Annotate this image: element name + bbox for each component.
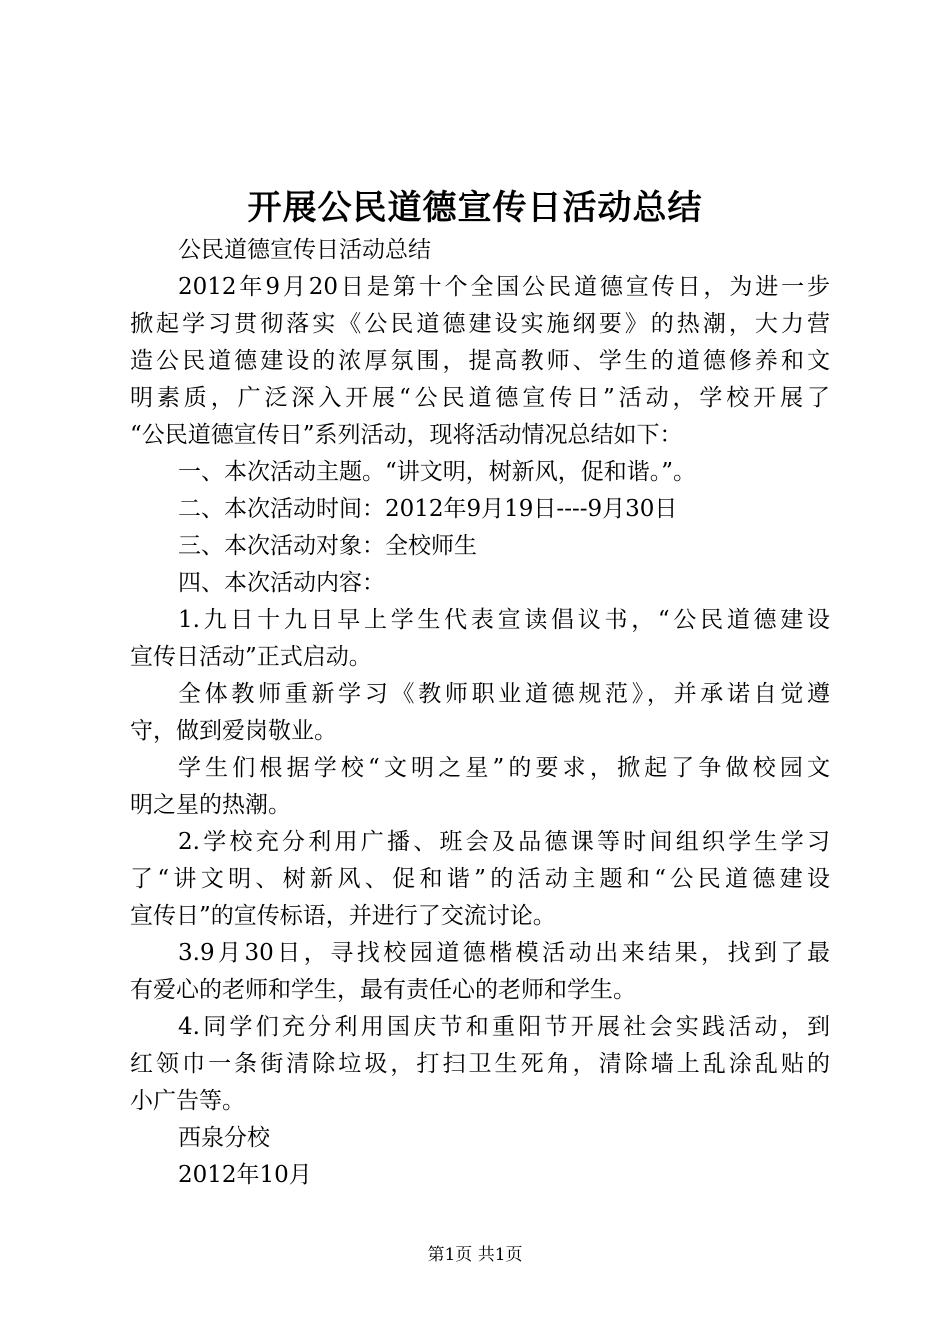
signature-school: 西泉分校	[178, 1125, 270, 1151]
list-item-line: 1.九日十九日早上学生代表宣读倡议书，“公民道德建设	[178, 607, 830, 633]
paragraph-line: 明之星的热潮。	[130, 792, 291, 818]
section-heading-time: 二、本次活动时间：2012年9月19日----9月30日	[178, 496, 678, 522]
paragraph-line: “公民道德宣传日”系列活动，现将活动情况总结如下：	[130, 422, 683, 448]
paragraph-line: 造公民道德建设的浓厚氛围，提高教师、学生的道德修养和文	[130, 348, 830, 374]
section-heading-audience: 三、本次活动对象：全校师生	[178, 533, 477, 559]
list-item-line: 宣传日活动”正式启动。	[130, 644, 372, 670]
list-item-line: 红领巾一条街清除垃圾，打扫卫生死角，清除墙上乱涂乱贴的	[130, 1051, 830, 1077]
document-body	[130, 232, 830, 1194]
list-item-line: 了“讲文明、树新风、促和谐”的活动主题和“公民道德建设	[130, 866, 830, 892]
paragraph-line: 学生们根据学校“文明之星”的要求，掀起了争做校园文	[178, 755, 830, 781]
list-item-line: 2.学校充分利用广播、班会及品德课等时间组织学生学习	[178, 829, 830, 855]
signature-date: 2012年10月	[178, 1162, 312, 1188]
document-title: 开展公民道德宣传日活动总结	[247, 188, 703, 228]
paragraph-line: 全体教师重新学习《教师职业道德规范》，并承诺自觉遵	[178, 681, 830, 707]
page-footer: 第1页 共1页	[427, 1245, 523, 1265]
paragraph-line: 守，做到爱岗敬业。	[130, 718, 337, 744]
subtitle-line: 公民道德宣传日活动总结	[178, 237, 431, 263]
paragraph-line: 掀起学习贯彻落实《公民道德建设实施纲要》的热潮，大力营	[130, 311, 830, 337]
list-item-line: 有爱心的老师和学生，最有责任心的老师和学生。	[130, 977, 636, 1003]
paragraph-line: 2012年9月20日是第十个全国公民道德宣传日，为进一步	[178, 274, 830, 300]
list-item-line: 3.9月30日，寻找校园道德楷模活动出来结果，找到了最	[178, 940, 830, 966]
list-item-line: 4.同学们充分利用国庆节和重阳节开展社会实践活动，到	[178, 1014, 830, 1040]
list-item-line: 宣传日”的宣传标语，并进行了交流讨论。	[130, 903, 556, 929]
section-heading-theme: 一、本次活动主题。“讲文明，树新风，促和谐。”。	[178, 459, 697, 485]
section-heading-content: 四、本次活动内容：	[178, 570, 385, 596]
paragraph-line: 明素质，广泛深入开展“公民道德宣传日”活动，学校开展了	[130, 385, 830, 411]
list-item-line: 小广告等。	[130, 1088, 245, 1114]
